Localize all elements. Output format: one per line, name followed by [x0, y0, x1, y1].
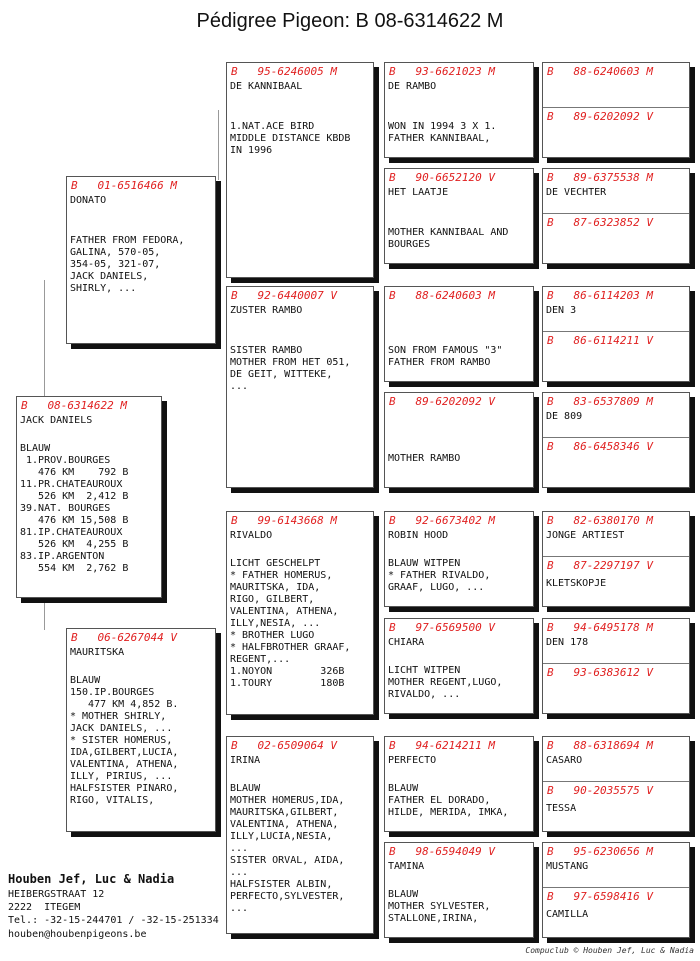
pigeon-notes: BLAUW FATHER EL DORADO, HILDE, MERIDA, IMKA, [388, 783, 509, 818]
pigeon-name: DE RAMBO [388, 81, 437, 92]
pigeon-notes: BLAUW MOTHER HOMERUS,IDA, MAURITSKA,GILBERT, VALENTINA, ATHENA, ILLY,LUCIA,NESIA, ... SISTER ORVAL, AIDA, ... HALFSISTER ALBIN, PERFECTO,SYLVESTER, ... [230, 783, 345, 914]
ring-number: B 97-6569500 V [389, 621, 495, 634]
ring-number: B 99-6143668 M [231, 514, 337, 527]
ring-number: B 87-2297197 V [547, 559, 653, 572]
ring-number: B 01-6516466 M [71, 179, 177, 192]
pigeon-notes: FATHER FROM FEDORA, GALINA, 570-05, 354-05, 321-07, JACK DANIELS, SHIRLY, ... [70, 235, 185, 294]
owner-email[interactable]: houben@houbenpigeons.be [8, 929, 147, 940]
ring-number: B 02-6509064 V [231, 739, 337, 752]
pigeon-name: RIVALDO [230, 530, 273, 541]
pigeon-notes: SISTER RAMBO MOTHER FROM HET 051, DE GEIT, WITTEKE, ... [230, 345, 351, 392]
ring-number: B 94-6495178 M [547, 621, 653, 634]
pedigree-card-gen3 [226, 62, 374, 278]
pedigree-card-gen4 [384, 736, 534, 832]
pigeon-name: KLETSKOPJE [546, 578, 607, 589]
ring-number: B 86-6114211 V [547, 334, 653, 347]
divider [543, 437, 689, 438]
pigeon-name: TESSA [546, 803, 577, 814]
pedigree-card-gen5 [542, 392, 690, 488]
owner-name: Houben Jef, Luc & Nadia [8, 872, 175, 886]
pigeon-name: DEN 3 [546, 305, 577, 316]
ring-number: B 90-6652120 V [389, 171, 495, 184]
pigeon-name: DEN 178 [546, 637, 589, 648]
ring-number: B 86-6114203 M [547, 289, 653, 302]
pedigree-card-gen5 [542, 511, 690, 607]
pedigree-card-gen4 [384, 511, 534, 607]
connector [218, 110, 219, 180]
ring-number: B 87-6323852 V [547, 216, 653, 229]
ring-number: B 88-6240603 M [389, 289, 495, 302]
pigeon-notes: LICHT GESCHELPT * FATHER HOMERUS, MAURITSKA, IDA, RIGO, GILBERT, VALENTINA, ATHENA, ILLY,NESIA, ... * BROTHER LUGO * HALFBROTHER GRAAF, REGENT,... 1.NOYON 326B 1.TOURY 180B [230, 558, 351, 689]
pedigree-card-gen4 [384, 286, 534, 382]
pigeon-notes: SON FROM FAMOUS "3" FATHER FROM RAMBO [388, 345, 503, 368]
owner-phone: Tel.: -32-15-244701 / -32-15-251334 [8, 915, 219, 926]
ring-number: B 92-6440007 V [231, 289, 337, 302]
pedigree-card-gen3 [226, 511, 374, 715]
ring-number: B 95-6246005 M [231, 65, 337, 78]
ring-number: B 88-6240603 M [547, 65, 653, 78]
ring-number: B 90-2035575 V [547, 784, 653, 797]
pigeon-name: CAMILLA [546, 909, 589, 920]
divider [543, 887, 689, 888]
pigeon-name: PERFECTO [388, 755, 437, 766]
pedigree-card-gen5 [542, 286, 690, 382]
footer-credit: Compuclub © Houben Jef, Luc & Nadia [525, 946, 694, 955]
pigeon-notes: MOTHER RAMBO [388, 453, 461, 464]
divider [543, 213, 689, 214]
ring-number: B 89-6375538 M [547, 171, 653, 184]
ring-number: B 06-6267044 V [71, 631, 177, 644]
pigeon-name: DE 809 [546, 411, 583, 422]
ring-number: B 89-6202092 V [389, 395, 495, 408]
connector [218, 700, 219, 740]
ring-number: B 83-6537809 M [547, 395, 653, 408]
divider [543, 331, 689, 332]
ring-number: B 86-6458346 V [547, 440, 653, 453]
connector [44, 280, 45, 400]
pedigree-card-gen4 [384, 392, 534, 488]
ring-number: B 98-6594049 V [389, 845, 495, 858]
pigeon-name: MAURITSKA [70, 647, 125, 658]
pedigree-card-gen3 [226, 736, 374, 934]
divider [543, 556, 689, 557]
owner-street: HEIBERGSTRAAT 12 [8, 889, 105, 900]
ring-number: B 93-6383612 V [547, 666, 653, 679]
pigeon-name: HET LAATJE [388, 187, 449, 198]
pigeon-name: JONGE ARTIEST [546, 530, 625, 541]
pedigree-card-gen5 [542, 168, 690, 264]
pedigree-card-father [66, 176, 216, 344]
pedigree-card-mother [66, 628, 216, 832]
pigeon-name: JACK DANIELS [20, 415, 93, 426]
divider [543, 663, 689, 664]
pedigree-card-gen4 [384, 842, 534, 938]
pigeon-name: ZUSTER RAMBO [230, 305, 303, 316]
pigeon-name: DONATO [70, 195, 107, 206]
connector [44, 600, 45, 630]
pedigree-card-gen4 [384, 168, 534, 264]
ring-number: B 94-6214211 M [389, 739, 495, 752]
pigeon-name: MUSTANG [546, 861, 589, 872]
pigeon-notes: MOTHER KANNIBAAL AND BOURGES [388, 227, 509, 250]
pigeon-notes: WON IN 1994 3 X 1. FATHER KANNIBAAL, [388, 121, 497, 144]
ring-number: B 92-6673402 M [389, 514, 495, 527]
divider [543, 781, 689, 782]
pigeon-notes: BLAUW WITPEN * FATHER RIVALDO, GRAAF, LUGO, ... [388, 558, 491, 593]
ring-number: B 08-6314622 M [21, 399, 127, 412]
pedigree-card-gen5 [542, 842, 690, 938]
ring-number: B 93-6621023 M [389, 65, 495, 78]
ring-number: B 89-6202092 V [547, 110, 653, 123]
ring-number: B 95-6230656 M [547, 845, 653, 858]
pedigree-card-gen3 [226, 286, 374, 488]
ring-number: B 97-6598416 V [547, 890, 653, 903]
pedigree-card-gen4 [384, 618, 534, 714]
pigeon-notes: BLAUW 1.PROV.BOURGES 476 KM 792 B 11.PR.CHATEAUROUX 526 KM 2,412 B 39.NAT. BOURGES 476 KM 15,508 B 81.IP.CHATEAUROUX 526 KM 4,255 B 83.IP.ARGENTON 554 KM 2,762 B [20, 443, 129, 574]
pigeon-name: TAMINA [388, 861, 425, 872]
page-title: Pédigree Pigeon: B 08-6314622 M [196, 10, 504, 32]
pigeon-notes: 1.NAT.ACE BIRD MIDDLE DISTANCE KBDB IN 1996 [230, 121, 351, 156]
pigeon-notes: BLAUW MOTHER SYLVESTER, STALLONE,IRINA, [388, 889, 491, 924]
pigeon-name: DE KANNIBAAL [230, 81, 303, 92]
pedigree-card-subject [16, 396, 162, 598]
pigeon-name: ROBIN HOOD [388, 530, 449, 541]
pedigree-card-gen5 [542, 736, 690, 832]
pigeon-name: CASARO [546, 755, 583, 766]
pigeon-name: DE VECHTER [546, 187, 607, 198]
pigeon-notes: BLAUW 150.IP.BOURGES 477 KM 4,852 B. * MOTHER SHIRLY, JACK DANIELS, ... * SISTER HOMERUS, IDA,GILBERT,LUCIA, VALENTINA, ATHENA, ILLY, PIRIUS, ... HALFSISTER PINARO, RIGO, VITALIS, [70, 675, 179, 806]
pigeon-notes: LICHT WITPEN MOTHER REGENT,LUGO, RIVALDO, ... [388, 665, 503, 700]
pigeon-name: CHIARA [388, 637, 425, 648]
ring-number: B 88-6318694 M [547, 739, 653, 752]
divider [543, 107, 689, 108]
pedigree-card-gen4 [384, 62, 534, 158]
owner-city: 2222 ITEGEM [8, 902, 81, 913]
ring-number: B 82-6380170 M [547, 514, 653, 527]
pedigree-card-gen5 [542, 62, 690, 158]
pedigree-card-gen5 [542, 618, 690, 714]
pigeon-name: IRINA [230, 755, 261, 766]
